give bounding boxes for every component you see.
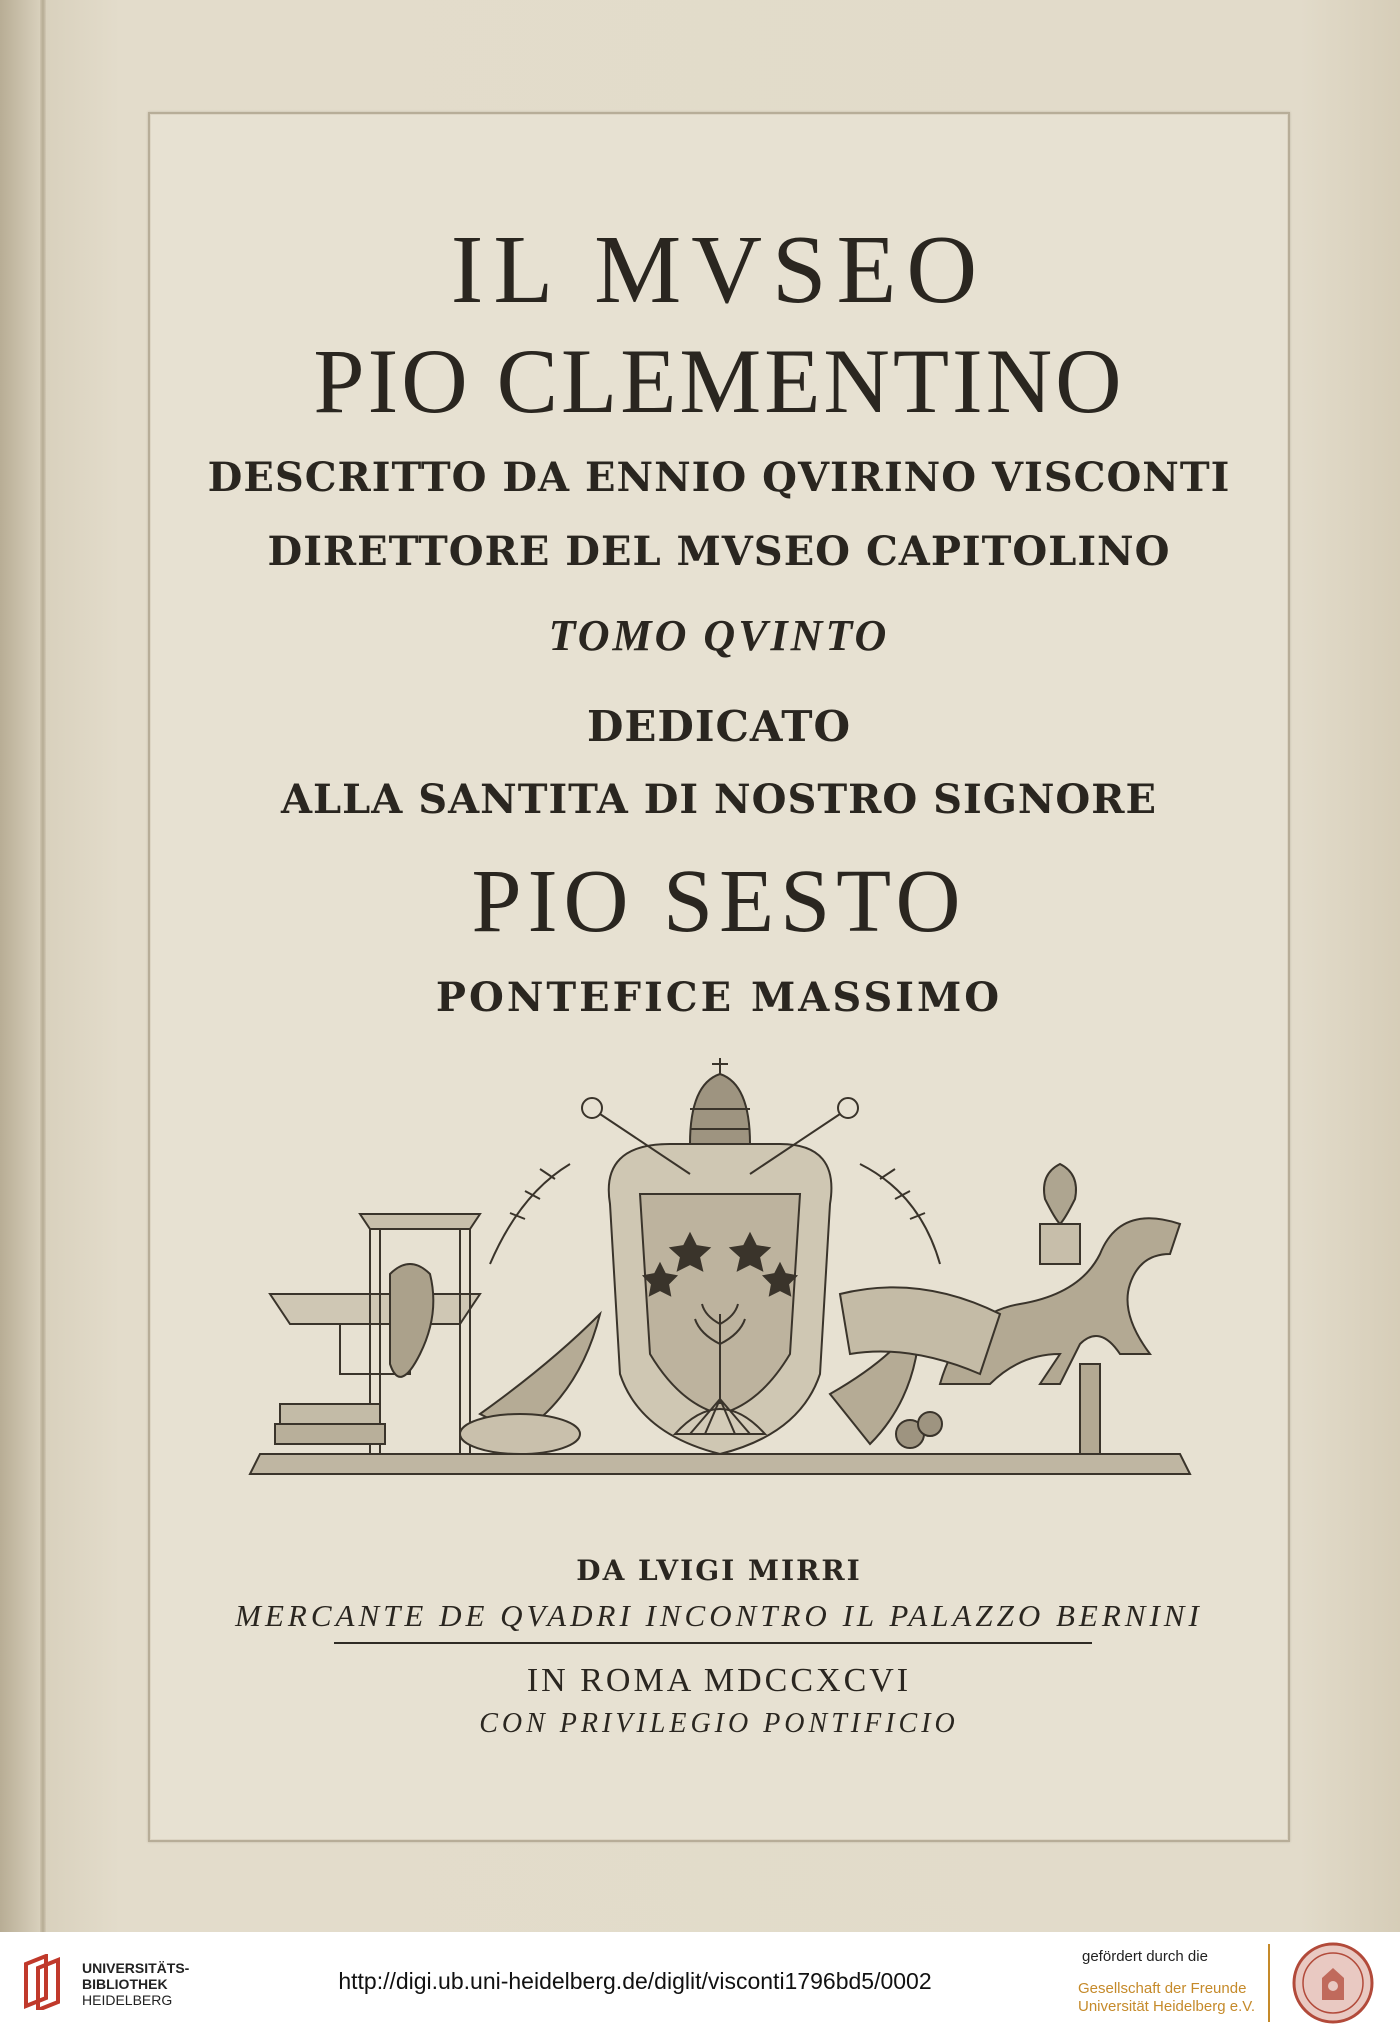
engraved-vignette (220, 1054, 1220, 1534)
dedication-recipient-line: ALLA SANTITA DI NOSTRO SIGNORE (280, 776, 1158, 823)
title-line-2: PIO CLEMENTINO (313, 330, 1125, 432)
title-line-1: IL MVSEO (450, 216, 988, 324)
privilege-line: CON PRIVILEGIO PONTIFICIO (479, 1708, 959, 1739)
library-name-line-3: HEIDELBERG (82, 1992, 173, 2008)
library-name-line-1: UNIVERSITÄTS- (82, 1960, 190, 1976)
publisher-line: DA LVIGI MIRRI (576, 1554, 862, 1587)
document-url[interactable]: http://digi.ub.uni-heidelberg.de/diglit/visconti1796bd5/0002 (338, 1968, 932, 1994)
library-name-line-2: BIBLIOTHEK (82, 1976, 168, 1992)
pope-title-line: PONTEFICE MASSIMO (435, 974, 1003, 1021)
dedication-line: DEDICATO (586, 702, 852, 751)
sponsor-name-line-1: Gesellschaft der Freunde (1078, 1980, 1247, 1997)
university-seal-icon[interactable] (1292, 1942, 1374, 2024)
engraved-plate (148, 112, 1290, 1842)
publisher-note-line: MERCANTE DE QVADRI INCONTRO IL PALAZZO BERNINI (235, 1598, 1203, 1633)
place-date-line: IN ROMA MDCCXCVI (526, 1662, 912, 1699)
author-line: DESCRITTO DA ENNIO QVIRINO VISCONTI (207, 454, 1231, 501)
book-fold (40, 0, 46, 1932)
pope-name-line: PIO SESTO (471, 852, 967, 951)
sponsor-name[interactable] (1078, 1980, 1255, 2016)
volume-line: TOMO QVINTO (548, 611, 890, 660)
divider-rule (334, 1642, 1092, 1644)
sponsor-label: gefördert durch die (1082, 1948, 1208, 1965)
vignette-drawing (250, 1058, 1190, 1474)
footer-bar (0, 1932, 1400, 2032)
author-role-line: DIRETTORE DEL MVSEO CAPITOLINO (267, 528, 1171, 575)
footer-divider (1268, 1944, 1270, 2022)
sponsor-name-line-2: Universität Heidelberg e.V. (1078, 1998, 1256, 2015)
